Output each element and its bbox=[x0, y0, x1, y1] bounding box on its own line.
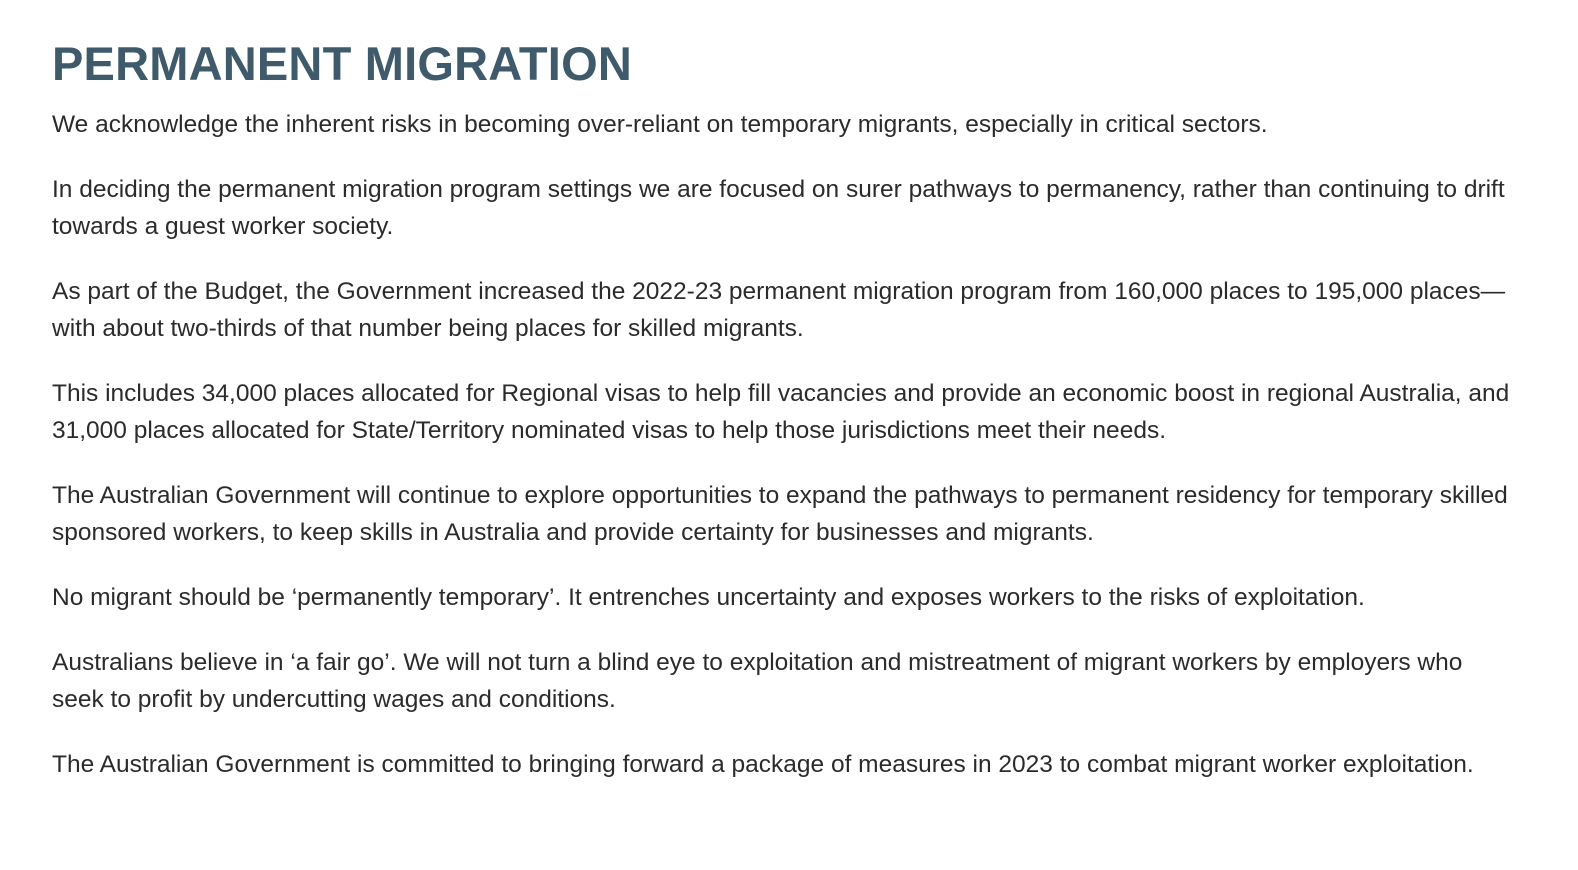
article bbox=[52, 36, 1512, 783]
paragraph: Australians believe in ‘a fair go’. We will not turn a blind eye to exploitation and mistreatment of migrant workers by employers who seek to profit by undercutting wages and conditions. bbox=[52, 649, 1463, 713]
paragraph: As part of the Budget, the Government increased the 2022-23 permanent migration program from 160,000 places to 195,000 places—with about two-thirds of that number being places for skilled migrants. bbox=[52, 278, 1506, 342]
paragraph: We acknowledge the inherent risks in becoming over-reliant on temporary migrants, especially in critical sectors. bbox=[52, 111, 1268, 138]
paragraph: The Australian Government will continue to explore opportunities to expand the pathways to permanent residency for temporary skilled sponsored workers, to keep skills in Australia and provide certainty for businesses and migrants. bbox=[52, 482, 1508, 546]
paragraph: This includes 34,000 places allocated for Regional visas to help fill vacancies and provide an economic boost in regional Australia, and 31,000 places allocated for State/Territory nominated visas to help those jurisdictions meet their needs. bbox=[52, 380, 1510, 444]
page-title: PERMANENT MIGRATION bbox=[52, 37, 632, 90]
paragraph: In deciding the permanent migration program settings we are focused on surer pathways to permanency, rather than continuing to drift towards a guest worker society. bbox=[52, 176, 1505, 240]
paragraph: No migrant should be ‘permanently temporary’. It entrenches uncertainty and exposes workers to the risks of exploitation. bbox=[52, 584, 1365, 611]
paragraph: The Australian Government is committed to bringing forward a package of measures in 2023 to combat migrant worker exploitation. bbox=[52, 751, 1474, 778]
